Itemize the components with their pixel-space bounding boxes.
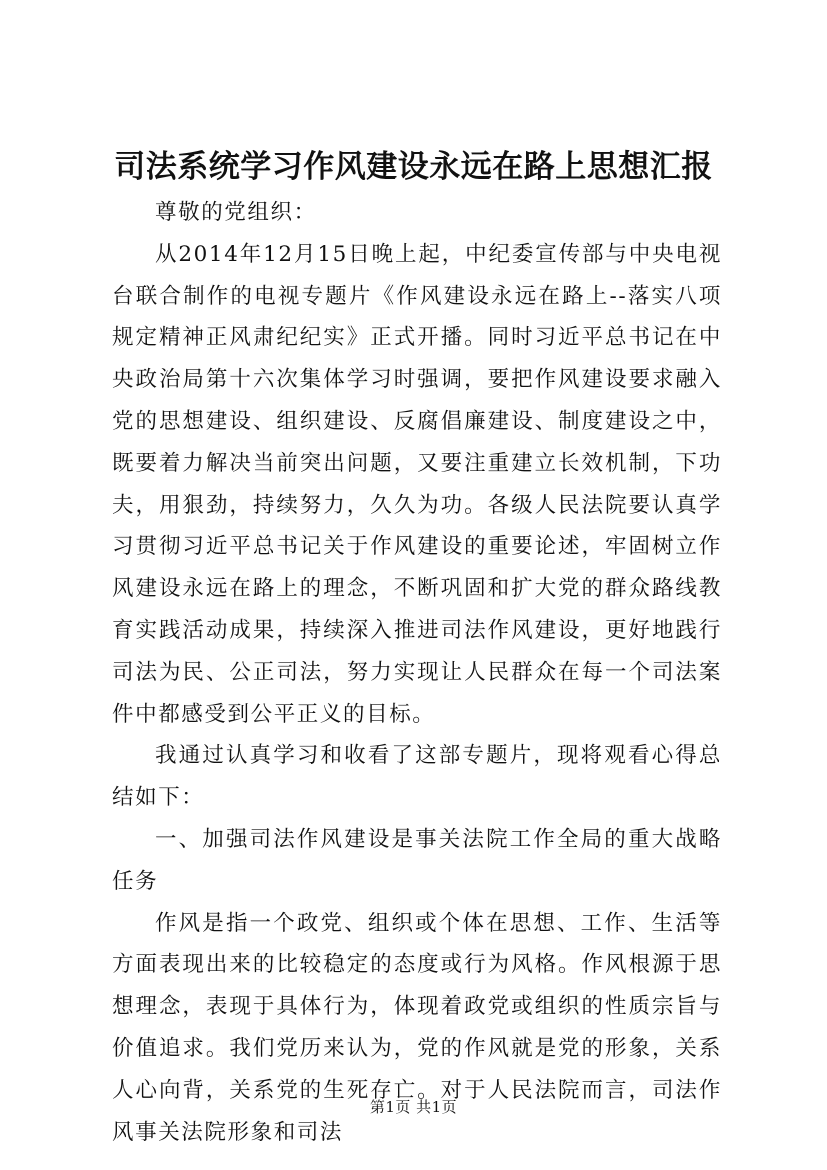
salutation-paragraph: 尊敬的党组织： [155, 200, 317, 225]
document-body [112, 192, 722, 1153]
section-heading: 一、加强司法作风建设是事关法院工作全局的重大战略任务 [112, 826, 722, 894]
document-title: 司法系统学习作风建设永远在路上思想汇报 [114, 149, 713, 185]
page-footer: 第1页 共1页 [369, 1098, 458, 1116]
body-paragraph-section-one: 作风是指一个政党、组织或个体在思想、工作、生活等方面表现出来的比较稳定的态度或行为风格。作风根源于思想理念，表现于具体行为，体现着政党或组织的性质宗旨与价值追求。我们党历来认为，党的作风就是党的形象，关系人心向背，关系党的生死存亡。对于人民法院而言，司法作风事关法院形象和司法 [112, 910, 722, 1145]
body-paragraph-intro: 从2014年12月15日晚上起，中纪委宣传部与中央电视台联合制作的电视专题片《作风建设永远在路上--落实八项规定精神正风肃纪纪实》正式开播。同时习近平总书记在中央政治局第十六次集体学习时强调，要把作风建设要求融入党的思想建设、组织建设、反腐倡廉建设、制度建设之中，既要着力解决当前突出问题，又要注重建立长效机制，下功夫，用狠劲，持续努力，久久为功。各级人民法院要认真学习贯彻习近平总书记关于作风建设的重要论述，牢固树立作风建设永远在路上的理念，不断巩固和扩大党的群众路线教育实践活动成果，持续深入推进司法作风建设，更好地践行司法为民、公正司法，努力实现让人民群众在每一个司法案件中都感受到公平正义的目标。 [112, 241, 722, 727]
body-paragraph-summary: 我通过认真学习和收看了这部专题片，现将观看心得总结如下： [112, 743, 722, 811]
